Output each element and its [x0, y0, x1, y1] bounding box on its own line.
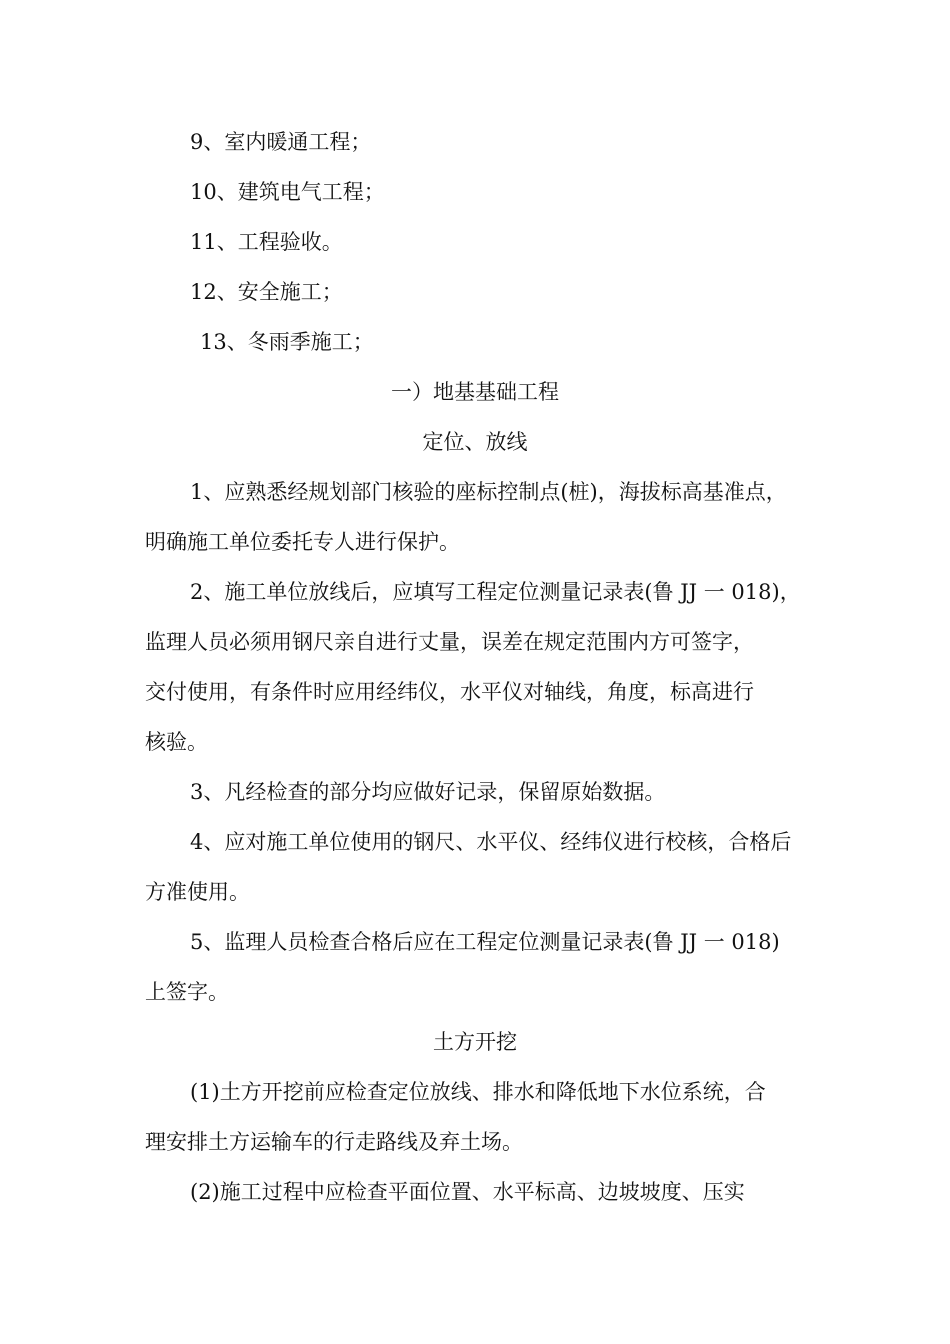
subheading-earthwork: 土方开挖 [433, 1030, 517, 1054]
section-heading: 一）地基基础工程 [391, 380, 559, 404]
paragraph-4-line-1: 4、应对施工单位使用的钢尺、水平仪、经纬仪进行校核，合格后 [190, 830, 792, 854]
paragraph-3-line-1: 3、凡经检查的部分均应做好记录，保留原始数据。 [190, 780, 666, 804]
subheading-positioning: 定位、放线 [422, 430, 528, 454]
paragraph-1-line-2: 明确施工单位委托专人进行保护。 [145, 530, 460, 554]
list-item-12: 12、安全施工； [190, 280, 343, 304]
paragraph-4-line-2: 方准使用。 [145, 880, 250, 904]
list-item-9: 9、室内暖通工程； [190, 130, 372, 154]
paragraph-2-line-2: 监理人员必须用钢尺亲自进行丈量，误差在规定范围内方可签字， [145, 630, 754, 654]
list-item-11: 11、工程验收。 [190, 230, 343, 254]
paragraph-2-line-4: 核验。 [145, 730, 208, 754]
list-item-10: 10、建筑电气工程； [190, 180, 385, 204]
paragraph-7-line-1: (2)施工过程中应检查平面位置、水平标高、边坡坡度、压实 [190, 1180, 745, 1204]
paragraph-6-line-2: 理安排土方运输车的行走路线及弃土场。 [145, 1130, 523, 1154]
paragraph-1-line-1: 1、应熟悉经规划部门核验的座标控制点(桩)，海拔标高基准点， [190, 480, 787, 504]
paragraph-2-line-3: 交付使用，有条件时应用经纬仪，水平仪对轴线，角度，标高进行 [145, 680, 754, 704]
paragraph-5-line-2: 上签字。 [145, 980, 229, 1004]
paragraph-6-line-1: (1)土方开挖前应检查定位放线、排水和降低地下水位系统，合 [190, 1080, 766, 1104]
list-item-13: 13、冬雨季施工； [200, 330, 374, 354]
paragraph-5-line-1: 5、监理人员检查合格后应在工程定位测量记录表(鲁 JJ 一 018) [190, 930, 780, 954]
paragraph-2-line-1: 2、施工单位放线后，应填写工程定位测量记录表(鲁 JJ 一 018)， [190, 580, 801, 604]
